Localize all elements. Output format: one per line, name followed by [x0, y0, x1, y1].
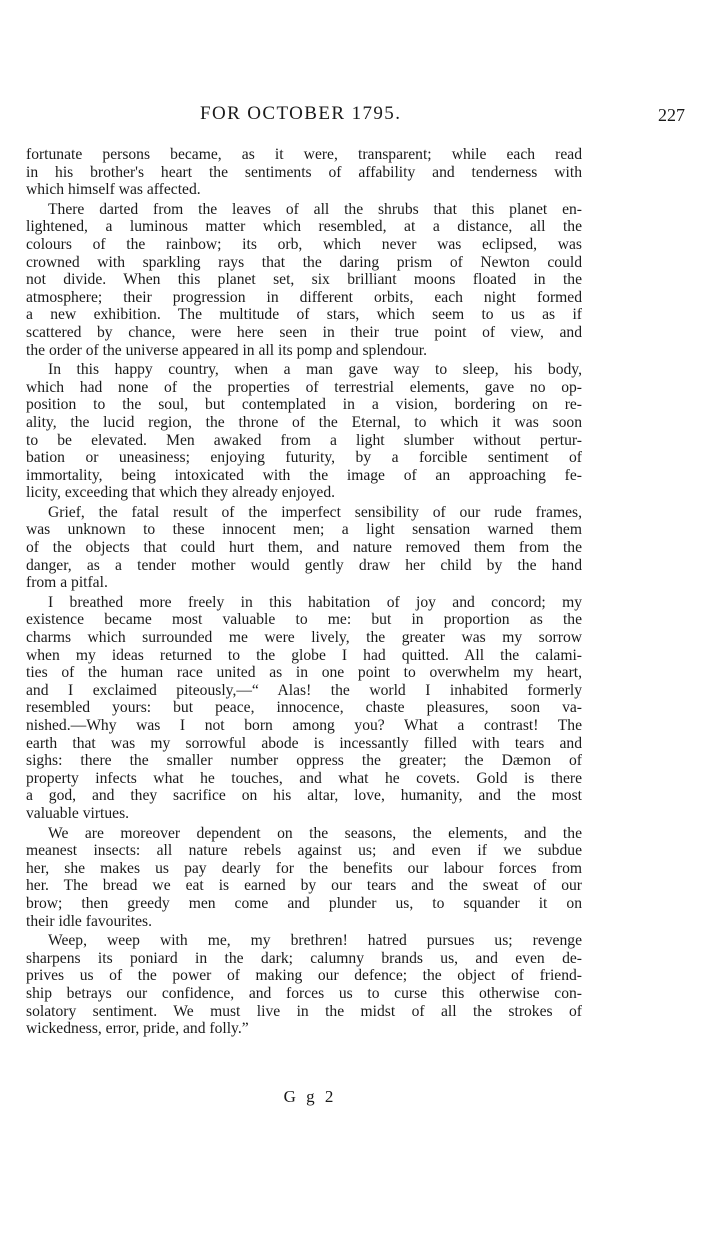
- text-line: Weep, weep with me, my brethren! hatred pursues us; revenge: [48, 932, 582, 950]
- text-line: immortality, being intoxicated with the image of an approaching fe-: [26, 466, 582, 484]
- text-line: from a pitfal.: [26, 574, 108, 592]
- text-line: danger, as a tender mother would gently draw her child by the hand: [26, 556, 582, 574]
- paragraph: [26, 504, 582, 592]
- text-line: position to the soul, but contemplated in a vision, bordering on re-: [26, 396, 582, 414]
- text-line: We are moreover dependent on the seasons, the elements, and the: [48, 824, 582, 842]
- signature-mark: G g 2: [283, 1087, 337, 1106]
- paragraph: [26, 594, 582, 823]
- text-line: valuable virtues.: [26, 804, 130, 822]
- text-line: their idle favourites.: [26, 912, 153, 930]
- text-line: was unknown to these innocent men; a light sensation warned them: [26, 521, 582, 539]
- text-line: of the objects that could hurt them, and nature removed them from the: [26, 539, 582, 557]
- text-line: colours of the rainbow; its orb, which never was eclipsed, was: [26, 235, 582, 253]
- text-line: nished.—Why was I not born among you? What a contrast! The: [26, 717, 582, 734]
- text-line: which himself was affected.: [26, 181, 201, 199]
- text-line: resembled yours: but peace, innocence, chaste pleasures, soon va-: [26, 699, 582, 717]
- text-line: brow; then greedy men come and plunder us, to squander it on: [26, 894, 582, 912]
- text-line: In this happy country, when a man gave way to sleep, his body,: [48, 361, 582, 379]
- text-line: her. The bread we eat is earned by our tears and the sweat of our: [26, 877, 582, 895]
- text-line: prives us of the power of making our defence; the object of friend-: [26, 967, 582, 985]
- text-line: a god, and they sacrifice on his altar, love, humanity, and the most: [26, 787, 582, 805]
- text-line: ties of the human race united as in one point to overwhelm my heart,: [26, 664, 582, 682]
- text-line: lightened, a luminous matter which resembled, at a distance, all the: [26, 218, 582, 236]
- text-line: sharpens its poniard in the dark; calumny brands us, and even de-: [26, 949, 582, 967]
- text-line: scattered by chance, were here seen in their true point of view, and: [26, 323, 582, 341]
- text-line: existence became most valuable to me: but in proportion as the: [26, 611, 582, 629]
- text-line: charms which surrounded me were lively, the greater was my sorrow: [26, 629, 582, 647]
- text-line: not divide. When this planet set, six brilliant moons floated in the: [26, 271, 582, 289]
- text-line: licity, exceeding that which they already enjoyed.: [26, 484, 336, 502]
- text-line: bation or uneasiness; enjoying futurity, by a forcible sentiment of: [26, 449, 582, 467]
- text-line: when my ideas returned to the globe I had quitted. All the calami-: [26, 646, 582, 664]
- paragraph: [26, 932, 582, 1038]
- page-number: 227: [658, 105, 685, 125]
- text-line: property infects what he touches, and what he covets. Gold is there: [26, 769, 582, 787]
- text-line: Grief, the fatal result of the imperfect sensibility of our rude frames,: [48, 503, 582, 521]
- page-header: [200, 103, 685, 129]
- running-head: FOR OCTOBER 1795.: [200, 103, 402, 124]
- text-line: to be elevated. Men awaked from a light slumber without pertur-: [26, 431, 582, 449]
- text-line: solatory sentiment. We must live in the midst of all the strokes of: [26, 1002, 582, 1020]
- text-line: ality, the lucid region, the throne of the Eternal, to which it was soon: [26, 413, 582, 431]
- text-line: the order of the universe appeared in all its pomp and splendour.: [26, 341, 427, 359]
- text-line: fortunate persons became, as it were, transparent; while each read: [26, 146, 582, 163]
- text-line: atmosphere; their progression in different orbits, each night formed: [26, 288, 582, 306]
- paragraph: [26, 146, 582, 199]
- text-line: meanest insects: all nature rebels against us; and even if we subdue: [26, 842, 582, 860]
- paragraph: [26, 201, 582, 359]
- text-line: her, she makes us pay dearly for the benefits our labour forces from: [26, 859, 582, 877]
- body-text: [26, 146, 582, 1038]
- paragraph: [26, 361, 582, 502]
- text-line: sighs: there the smaller number oppress the greater; the Dæmon of: [26, 752, 582, 770]
- text-line: ship betrays our confidence, and forces us to curse this otherwise con-: [26, 984, 582, 1002]
- paragraph: [26, 825, 582, 931]
- text-line: There darted from the leaves of all the shrubs that this planet en-: [48, 200, 582, 218]
- text-line: earth that was my sorrowful abode is incessantly filled with tears and: [26, 734, 582, 752]
- text-line: wickedness, error, pride, and folly.”: [26, 1020, 249, 1038]
- text-line: I breathed more freely in this habitation of joy and concord; my: [48, 593, 582, 611]
- text-line: crowned with sparkling rays that the daring prism of Newton could: [26, 253, 582, 271]
- text-line: in his brother's heart the sentiments of affability and tenderness with: [26, 163, 582, 181]
- text-line: and I exclaimed piteously,—“ Alas! the world I inhabited formerly: [26, 681, 582, 699]
- text-line: which had none of the properties of terrestrial elements, gave no op-: [26, 378, 582, 396]
- text-line: a new exhibition. The multitude of stars, which seem to us as if: [26, 306, 582, 324]
